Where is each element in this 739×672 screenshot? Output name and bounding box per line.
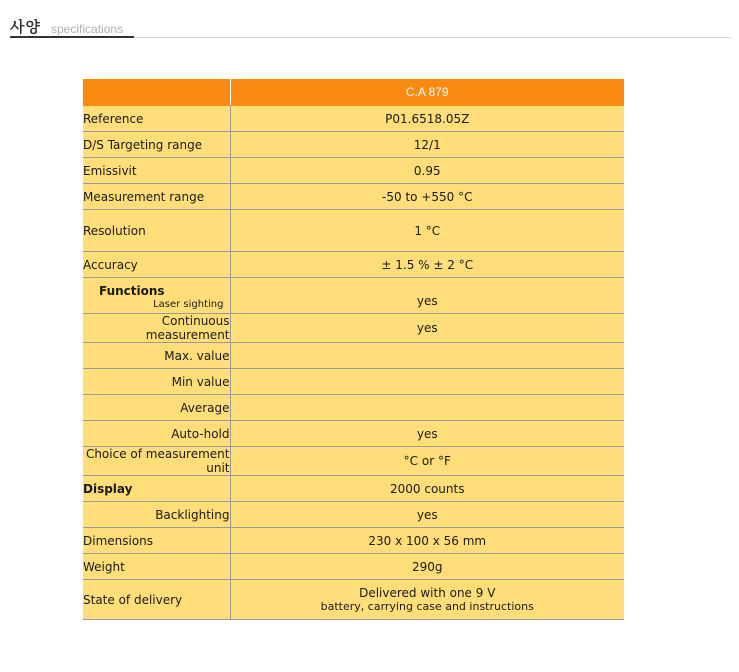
table-row: [83, 421, 624, 447]
table-row: [83, 210, 624, 252]
row-label: Backlighting: [83, 502, 230, 528]
table-row: [83, 158, 624, 184]
section-header: [10, 16, 731, 38]
row-value: 0.95: [230, 158, 624, 184]
table-row: [83, 447, 624, 476]
table-header-row: [83, 79, 624, 106]
table-row: [83, 554, 624, 580]
row-label: Accuracy: [83, 252, 230, 278]
row-value: yes: [230, 278, 624, 314]
table-row: [83, 314, 624, 343]
row-label: Dimensions: [83, 528, 230, 554]
row-label: Continuous measurement: [83, 314, 230, 343]
row-value: °C or °F: [230, 447, 624, 476]
row-label: Measurement range: [83, 184, 230, 210]
table-row: [83, 343, 624, 369]
header-empty-cell: [83, 79, 230, 106]
row-label: Resolution: [83, 210, 230, 252]
delivery-line-2: battery, carrying case and instructions: [320, 600, 534, 613]
row-value: [230, 369, 624, 395]
spec-table: [83, 79, 624, 620]
row-label: Weight: [83, 554, 230, 580]
table-row: [83, 252, 624, 278]
model-name: C.A 879: [230, 79, 624, 106]
functions-label: Functions: [99, 284, 165, 298]
row-label: Reference: [83, 106, 230, 132]
section-subtitle: specifications: [51, 22, 124, 36]
table-row: [83, 132, 624, 158]
row-label: Display: [83, 476, 230, 502]
row-value: 1 °C: [230, 210, 624, 252]
row-value: yes: [230, 314, 624, 343]
row-value: [230, 343, 624, 369]
row-label: Auto-hold: [83, 421, 230, 447]
row-label: D/S Targeting range: [83, 132, 230, 158]
row-value: 2000 counts: [230, 476, 624, 502]
row-label: Min value: [83, 369, 230, 395]
table-row: [83, 278, 624, 314]
table-row: [83, 502, 624, 528]
row-value: P01.6518.05Z: [230, 106, 624, 132]
row-label: Laser sighting: [153, 299, 224, 310]
table-row: [83, 184, 624, 210]
functions-cell: [83, 278, 230, 314]
row-label: Choice of measurement unit: [83, 447, 230, 476]
row-value: -50 to +550 °C: [230, 184, 624, 210]
row-label: Average: [83, 395, 230, 421]
row-value: [230, 580, 624, 620]
row-value: 12/1: [230, 132, 624, 158]
row-label: Emissivit: [83, 158, 230, 184]
table-row: [83, 395, 624, 421]
row-label: Max. value: [83, 343, 230, 369]
row-value: [230, 395, 624, 421]
row-value: 230 x 100 x 56 mm: [230, 528, 624, 554]
delivery-line-1: Delivered with one 9 V: [359, 586, 496, 600]
row-value: 290g: [230, 554, 624, 580]
table-row: [83, 106, 624, 132]
row-label: State of delivery: [83, 580, 230, 620]
table-row: [83, 528, 624, 554]
title-underline: [10, 36, 134, 38]
row-value: ± 1.5 % ± 2 °C: [230, 252, 624, 278]
row-value: yes: [230, 421, 624, 447]
section-title: 사양: [10, 18, 41, 36]
table-row: [83, 580, 624, 620]
table-row: [83, 476, 624, 502]
row-value: yes: [230, 502, 624, 528]
table-row: [83, 369, 624, 395]
